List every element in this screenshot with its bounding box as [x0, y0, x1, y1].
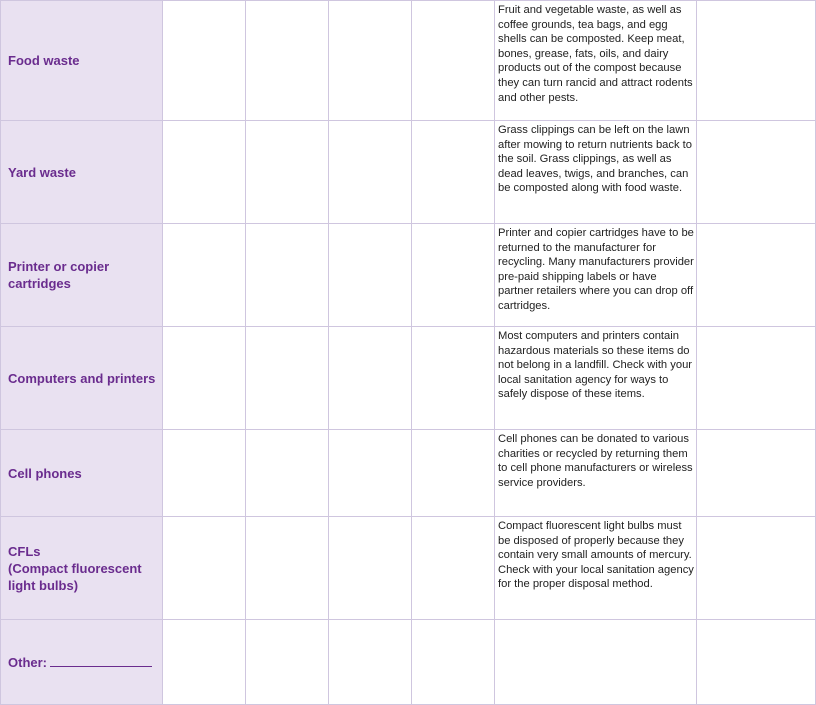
blank-cell[interactable]	[163, 121, 246, 224]
other-fill-in-line[interactable]	[50, 654, 152, 667]
blank-cell[interactable]	[246, 1, 329, 121]
blank-cell[interactable]	[412, 224, 495, 327]
disposal-note: Compact fluorescent light bulbs must be disposed of properly because they contain very small amounts of mercury. Check with your local sanitation agency for the proper disposal method.	[495, 517, 697, 620]
row-label-cfls	[1, 517, 163, 620]
table-row-cell-phones	[1, 430, 816, 517]
blank-cell[interactable]	[329, 620, 412, 705]
row-label-other	[1, 620, 163, 705]
table-row-computers	[1, 327, 816, 430]
blank-cell[interactable]	[246, 327, 329, 430]
blank-cell[interactable]	[246, 430, 329, 517]
blank-cell[interactable]	[163, 327, 246, 430]
blank-cell[interactable]	[412, 327, 495, 430]
row-label-food-waste: Food waste	[1, 1, 163, 121]
blank-cell[interactable]	[163, 430, 246, 517]
blank-cell[interactable]	[697, 517, 816, 620]
table-row-food-waste	[1, 1, 816, 121]
blank-cell[interactable]	[329, 121, 412, 224]
table-row-cartridges	[1, 224, 816, 327]
blank-cell[interactable]	[246, 620, 329, 705]
blank-cell[interactable]	[412, 1, 495, 121]
row-label-cfls-line2: (Compact fluorescent light bulbs)	[8, 560, 142, 593]
blank-cell[interactable]	[329, 224, 412, 327]
blank-cell[interactable]	[697, 430, 816, 517]
row-label-yard-waste: Yard waste	[1, 121, 163, 224]
table-row-cfls	[1, 517, 816, 620]
blank-cell[interactable]	[412, 620, 495, 705]
row-label-other-text: Other:	[8, 654, 47, 670]
table-row-other	[1, 620, 816, 705]
blank-cell[interactable]	[329, 430, 412, 517]
blank-cell[interactable]	[697, 121, 816, 224]
disposal-note: Printer and copier cartridges have to be returned to the manufacturer for recycling. Many manufacturers provider pre-paid shipping labels or have partner retailers where you can drop off cartridges.	[495, 224, 697, 327]
blank-cell[interactable]	[329, 517, 412, 620]
disposal-note: Grass clippings can be left on the lawn after mowing to return nutrients back to the soil. Grass clippings, as well as dead leaves, twigs, and branches, can be composted along with food waste.	[495, 121, 697, 224]
blank-cell[interactable]	[412, 121, 495, 224]
row-label-cell-phones: Cell phones	[1, 430, 163, 517]
blank-cell[interactable]	[163, 1, 246, 121]
blank-cell[interactable]	[246, 224, 329, 327]
blank-cell[interactable]	[697, 327, 816, 430]
blank-cell[interactable]	[697, 620, 816, 705]
table-row-yard-waste	[1, 121, 816, 224]
blank-cell[interactable]	[163, 517, 246, 620]
disposal-note[interactable]	[495, 620, 697, 705]
blank-cell[interactable]	[163, 224, 246, 327]
blank-cell[interactable]	[246, 121, 329, 224]
disposal-note: Most computers and printers contain hazardous materials so these items do not belong in a landfill. Check with your local sanitation agency for ways to safely dispose of these items.	[495, 327, 697, 430]
blank-cell[interactable]	[412, 517, 495, 620]
blank-cell[interactable]	[329, 327, 412, 430]
blank-cell[interactable]	[246, 517, 329, 620]
blank-cell[interactable]	[697, 1, 816, 121]
blank-cell[interactable]	[412, 430, 495, 517]
blank-cell[interactable]	[697, 224, 816, 327]
disposal-note: Fruit and vegetable waste, as well as coffee grounds, tea bags, and egg shells can be composted. Keep meat, bones, grease, fats, oils, and dairy products out of the compost because they can turn rancid and attract rodents and other pests.	[495, 1, 697, 121]
disposal-note: Cell phones can be donated to various charities or recycled by returning them to cell phone manufacturers or wireless service providers.	[495, 430, 697, 517]
row-label-cfls-line1: CFLs	[8, 543, 41, 559]
blank-cell[interactable]	[329, 1, 412, 121]
row-label-computers: Computers and printers	[1, 327, 163, 430]
row-label-cartridges: Printer or copier cartridges	[1, 224, 163, 327]
blank-cell[interactable]	[163, 620, 246, 705]
